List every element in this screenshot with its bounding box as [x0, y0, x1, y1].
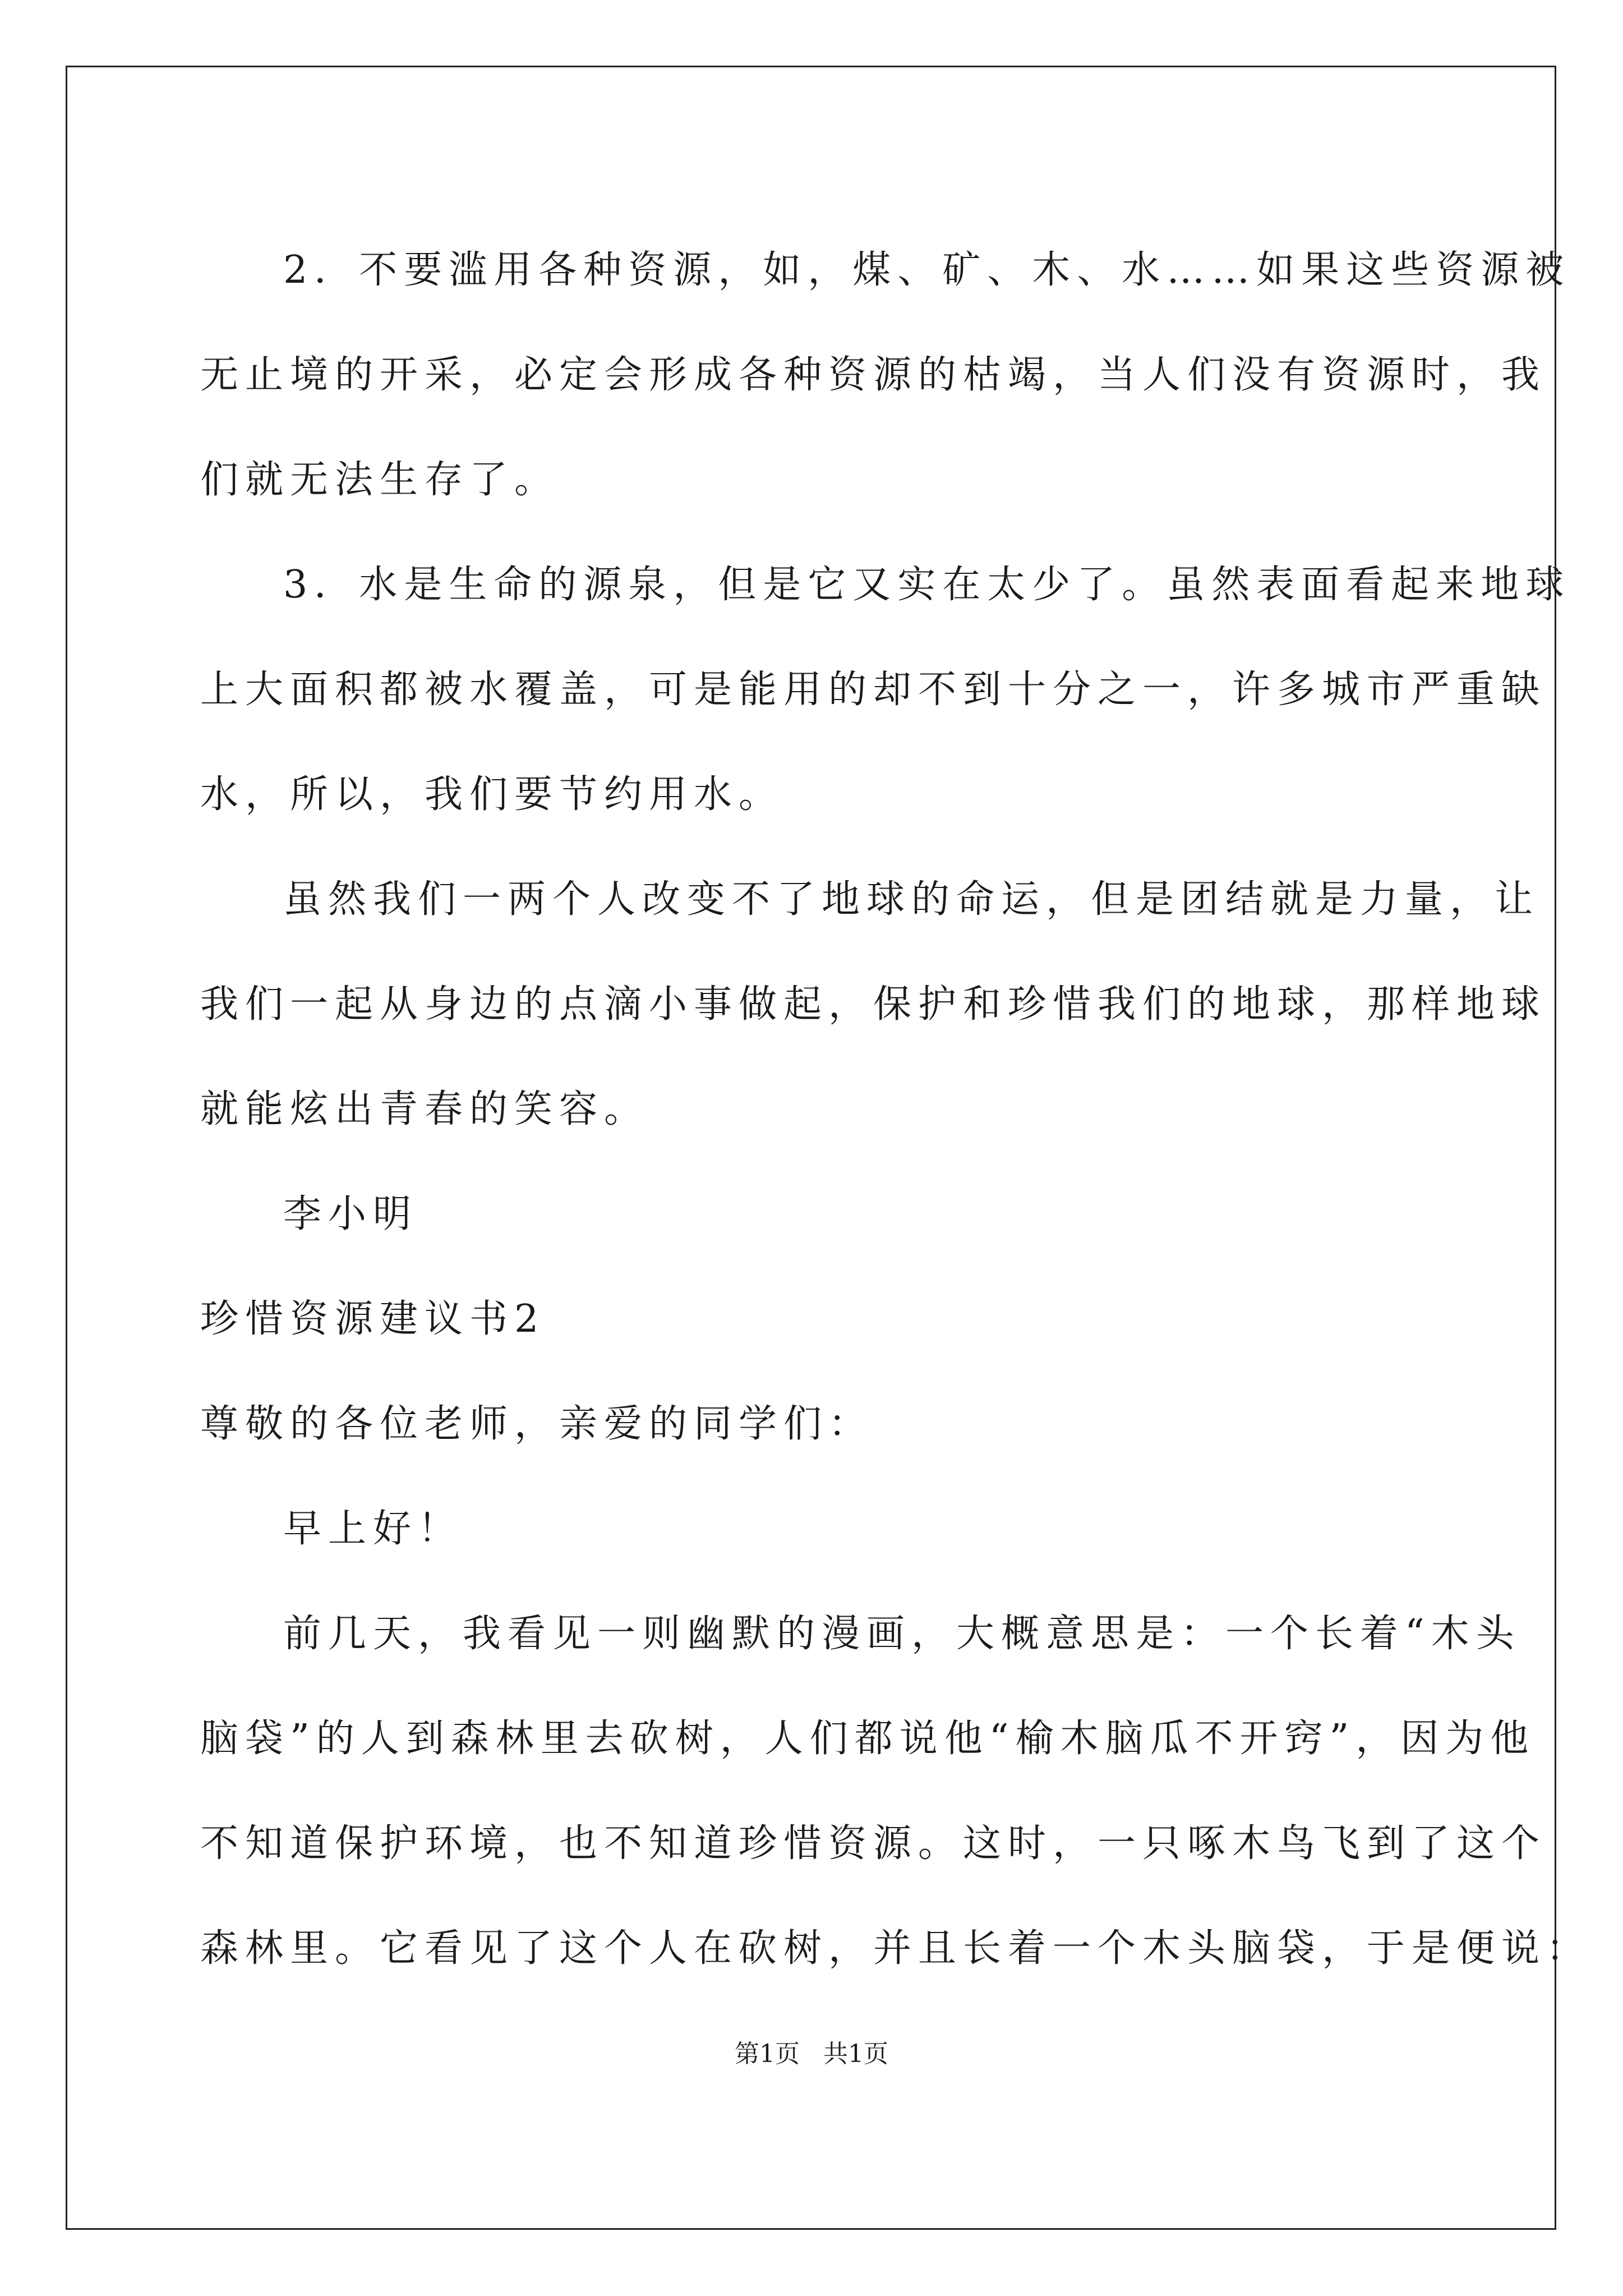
signature-paragraph — [200, 1162, 1431, 1267]
text-line: 上大面积都被水覆盖，可是能用的却不到十分之一，许多城市严重缺 — [200, 668, 1547, 712]
paragraph — [200, 532, 1571, 847]
page-number: 第1页 — [735, 2040, 800, 2068]
text-line: 2．不要滥用各种资源，如，煤、矿、木、水……如果这些资源被 — [283, 248, 1571, 292]
page-footer — [0, 2033, 1623, 2069]
paragraph — [200, 847, 1547, 1162]
text-line: 虽然我们一两个人改变不了地球的命运，但是团结就是力量，让 — [283, 877, 1540, 922]
page-total: 共1页 — [823, 2040, 888, 2068]
text-line: 不知道保护环境，也不知道珍惜资源。这时，一只啄木鸟飞到了这个 — [200, 1821, 1547, 1866]
text-line: 脑袋”的人到森林里去砍树，人们都说他“榆木脑瓜不开窍”，因为他 — [200, 1717, 1536, 1761]
text-line: 无止境的开采，必定会形成各种资源的枯竭，当人们没有资源时，我 — [200, 353, 1547, 397]
text-line: 早上好！ — [283, 1507, 463, 1551]
text-line: 尊敬的各位老师，亲爱的同学们： — [200, 1402, 874, 1446]
section-title — [200, 1267, 1431, 1372]
text-line: 水，所以，我们要节约用水。 — [200, 772, 784, 817]
text-line: 森林里。它看见了这个人在砍树，并且长着一个木头脑袋，于是便说： — [200, 1926, 1592, 1971]
text-line: 就能炫出青春的笑容。 — [200, 1087, 649, 1131]
text-line: 3．水是生命的源泉，但是它又实在太少了。虽然表面看起来地球 — [283, 563, 1571, 607]
greeting — [200, 1476, 1431, 1581]
text-line: 珍惜资源建议书2 — [200, 1297, 546, 1341]
text-line: 我们一起从身边的点滴小事做起，保护和珍惜我们的地球，那样地球 — [200, 982, 1547, 1027]
text-line: 们就无法生存了。 — [200, 458, 560, 502]
paragraph — [200, 1581, 1592, 2001]
salutation — [200, 1372, 1431, 1476]
document-body — [200, 218, 1592, 2001]
author-name: 李小明 — [283, 1192, 418, 1236]
paragraph — [200, 218, 1571, 532]
text-line: 前几天，我看见一则幽默的漫画，大概意思是：一个长着“木头 — [283, 1612, 1521, 1656]
